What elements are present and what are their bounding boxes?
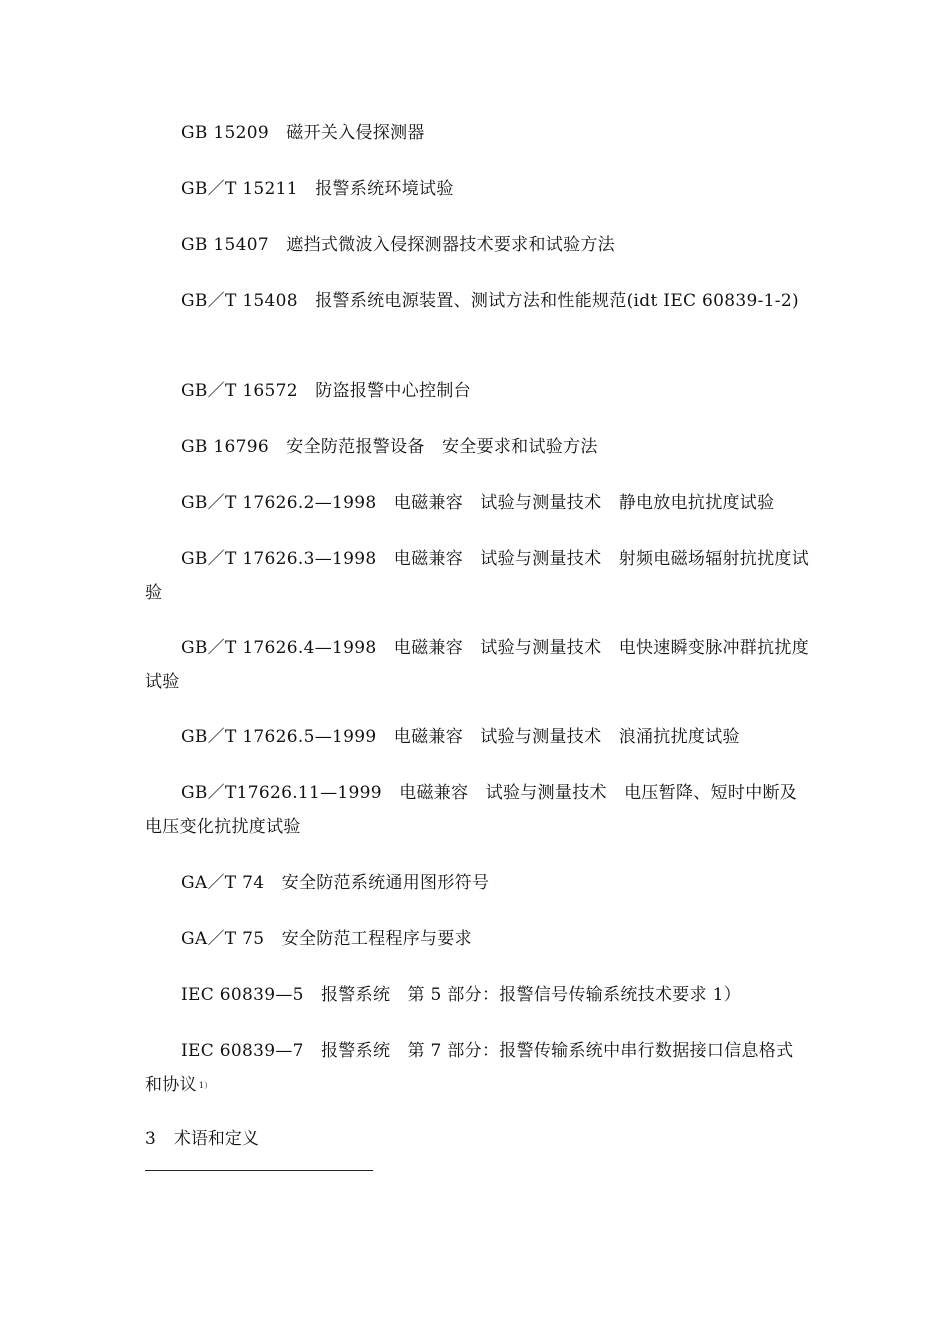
reference-title: 安全防范报警设备 安全要求和试验方法 bbox=[286, 437, 598, 457]
footnote-separator bbox=[145, 1170, 373, 1171]
reference-item bbox=[145, 866, 810, 900]
section-title: 术语和定义 bbox=[173, 1129, 259, 1149]
reference-item bbox=[145, 430, 810, 464]
reference-title: 报警系统 第 5 部分：报警信号传输系统技术要求 1） bbox=[321, 985, 741, 1005]
reference-title: 安全防范工程程序与要求 bbox=[281, 929, 472, 949]
reference-code: GB 15407 bbox=[181, 235, 269, 255]
reference-code: GB 16796 bbox=[181, 437, 269, 457]
reference-code: GB／T 17626.5—1999 bbox=[181, 727, 377, 747]
reference-item bbox=[145, 172, 810, 206]
reference-item bbox=[145, 1034, 810, 1103]
reference-item bbox=[145, 486, 810, 520]
reference-title: 遮挡式微波入侵探测器技术要求和试验方法 bbox=[286, 235, 615, 255]
reference-code: GB／T 16572 bbox=[181, 381, 298, 401]
section-heading bbox=[145, 1122, 259, 1156]
reference-title: 报警系统 第 7 部分：报警传输系统中串行数据接口信息格式和协议 bbox=[145, 1041, 794, 1095]
reference-code: GB／T 15211 bbox=[181, 179, 298, 199]
reference-code: GB／T 15408 bbox=[181, 291, 298, 311]
reference-item bbox=[145, 228, 810, 262]
reference-item bbox=[145, 116, 810, 150]
reference-title: 电磁兼容 试验与测量技术 电压暂降、短时中断及电压变化抗扰度试验 bbox=[145, 783, 798, 837]
reference-item bbox=[145, 374, 810, 408]
reference-code: GA／T 74 bbox=[181, 873, 265, 893]
reference-item bbox=[145, 631, 810, 699]
reference-item bbox=[145, 284, 810, 318]
section-number: 3 bbox=[145, 1129, 156, 1149]
reference-code: GB／T 17626.2—1998 bbox=[181, 493, 377, 513]
reference-item bbox=[145, 922, 810, 956]
reference-title: 安全防范系统通用图形符号 bbox=[281, 873, 490, 893]
reference-item bbox=[145, 720, 810, 754]
reference-code: GA／T 75 bbox=[181, 929, 265, 949]
reference-code: IEC 60839—5 bbox=[181, 985, 304, 1005]
reference-title: 电磁兼容 试验与测量技术 浪涌抗扰度试验 bbox=[393, 727, 740, 747]
reference-title: 报警系统电源装置、测试方法和性能规范(idt IEC 60839-1-2) bbox=[315, 291, 799, 311]
reference-code: GB 15209 bbox=[181, 123, 269, 143]
reference-title: 电磁兼容 试验与测量技术 电快速瞬变脉冲群抗扰度试验 bbox=[145, 638, 809, 692]
reference-item bbox=[145, 542, 810, 610]
reference-title: 报警系统环境试验 bbox=[315, 179, 454, 199]
reference-code: GB／T 17626.4—1998 bbox=[181, 638, 377, 658]
reference-title: 电磁兼容 试验与测量技术 射频电磁场辐射抗扰度试验 bbox=[145, 549, 809, 603]
footnote-marker: 1） bbox=[198, 1081, 213, 1090]
reference-title: 电磁兼容 试验与测量技术 静电放电抗扰度试验 bbox=[393, 493, 775, 513]
reference-title: 防盗报警中心控制台 bbox=[315, 381, 471, 401]
reference-title: 磁开关入侵探测器 bbox=[286, 123, 425, 143]
reference-code: IEC 60839—7 bbox=[181, 1041, 304, 1061]
reference-code: GB／T17626.11—1999 bbox=[181, 783, 382, 803]
reference-item bbox=[145, 776, 810, 844]
reference-code: GB／T 17626.3—1998 bbox=[181, 549, 377, 569]
reference-item bbox=[145, 978, 810, 1012]
